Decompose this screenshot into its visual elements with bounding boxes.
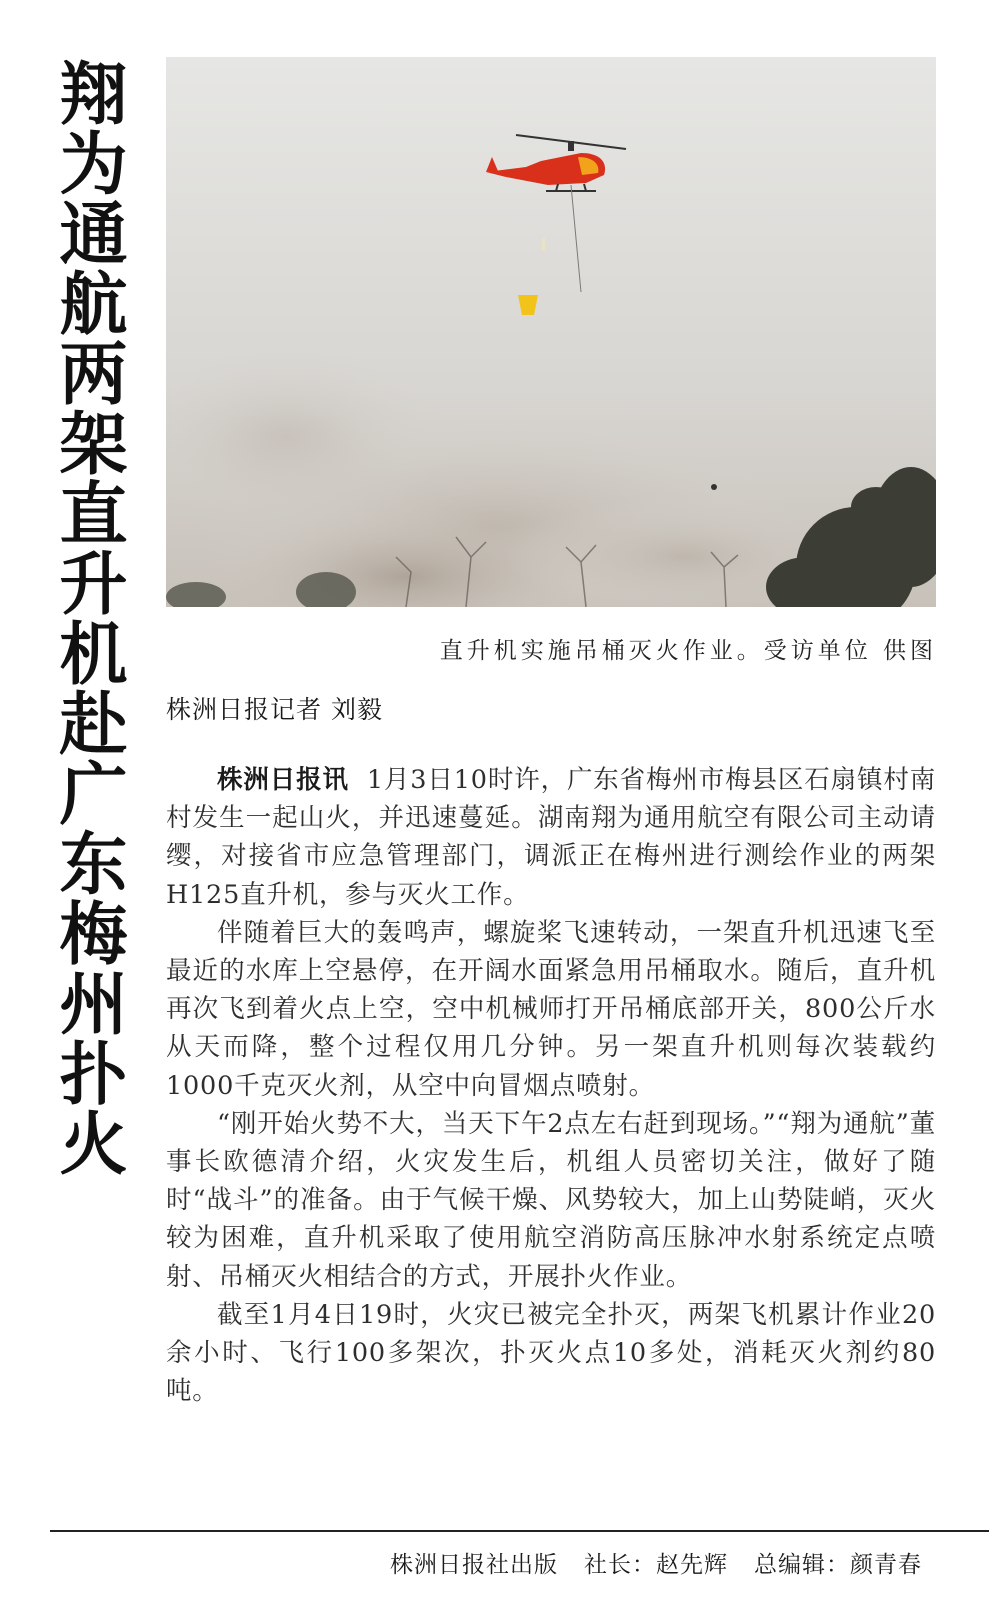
paragraph: “刚开始火势不大，当天下午2点左右赶到现场。”“翔为通航”董事长欧德清介绍，火灾发生后，机组人员密切关注，做好了随时“战斗”的准备。由于气候干燥、风势较大，加上山势陡峭，灭火较为困难，直升机采取了使用航空消防高压脉冲水射系统定点喷射、吊桶灭火相结合的方式，开展扑火作业。 bbox=[166, 1108, 936, 1292]
photo-caption: 直升机实施吊桶灭火作业。受访单位 供图 bbox=[439, 638, 937, 664]
news-photo bbox=[166, 57, 936, 607]
paragraph: 伴随着巨大的轰鸣声，螺旋桨飞速转动，一架直升机迅速飞至最近的水库上空悬停，在开阔水面紧急用吊桶取水。随后，直升机再次飞到着火点上空，空中机械师打开吊桶底部开关，800公斤水从天而降，整个过程仅用几分钟。另一架直升机则每次装载约1000千克灭火剂，从空中向冒烟点喷射。 bbox=[166, 917, 936, 1101]
paragraph bbox=[166, 761, 936, 914]
chief-editor: 总编辑：颜青春 bbox=[754, 1552, 922, 1578]
paragraph-text: 1月3日10时许，广东省梅州市梅县区石扇镇村南村发生一起山火，并迅速蔓延。湖南翔为通用航空有限公司主动请缨，对接省市应急管理部门，调派正在梅州进行测绘作业的两架H125直升机，参与灭火工作。 bbox=[166, 765, 936, 910]
publisher: 株洲日报社出版 bbox=[390, 1552, 558, 1578]
footer-rule bbox=[50, 1530, 989, 1532]
byline: 株洲日报记者 刘毅 bbox=[166, 695, 383, 724]
masthead-footer bbox=[390, 1546, 948, 1579]
paragraph: 截至1月4日19时，火灾已被完全扑灭，两架飞机累计作业20余小时、飞行100多架次，扑灭火点10多处，消耗灭火剂约80吨。 bbox=[166, 1299, 936, 1407]
distant-bird bbox=[711, 484, 717, 490]
dateline: 株洲日报讯 bbox=[217, 765, 349, 795]
article-body bbox=[166, 761, 936, 1410]
headline: 翔为通航两架直升机赴广东梅州扑火 bbox=[48, 58, 127, 1178]
president: 社长：赵先辉 bbox=[584, 1552, 728, 1578]
